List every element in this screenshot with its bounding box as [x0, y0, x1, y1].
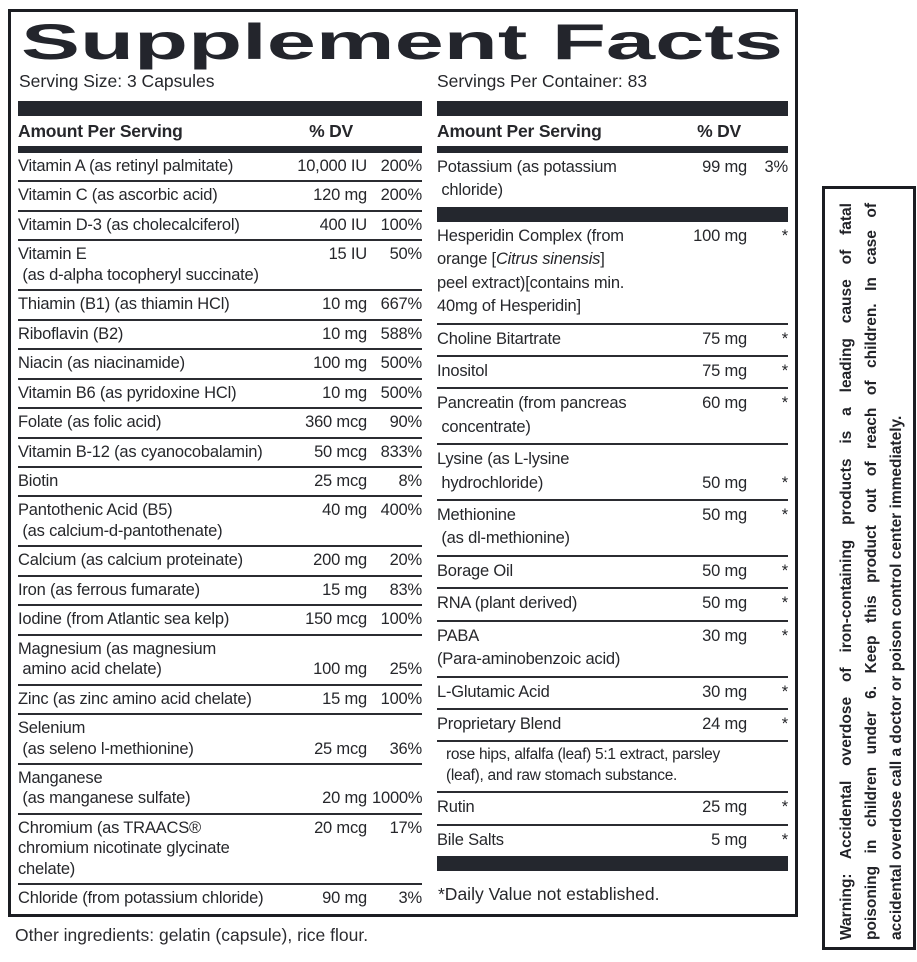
nutrient-daily-value: *	[781, 682, 788, 701]
nutrient-row	[18, 180, 422, 209]
nutrient-label: Chromium (as TRAACS® chromium nicotinate glycinate chelate)	[18, 818, 230, 878]
nutrient-amount: 50 mcg	[314, 442, 367, 461]
nutrient-label: Vitamin B-12 (as cyanocobalamin)	[18, 442, 263, 461]
nutrient-label: Riboflavin (B2)	[18, 324, 124, 343]
nutrient-column-left	[18, 101, 422, 913]
iron-warning-box	[822, 186, 916, 950]
nutrient-row	[437, 587, 788, 619]
nutrient-daily-value: *	[781, 329, 788, 348]
nutrient-label: Bile Salts	[437, 830, 504, 849]
nutrient-daily-value: *	[781, 361, 788, 380]
nutrient-label: Potassium (as potassium chloride)	[437, 158, 617, 200]
nutrient-amount: 100 mg	[313, 660, 367, 679]
panel-title-wrap	[19, 16, 791, 70]
nutrient-row	[437, 499, 788, 555]
nutrient-row	[437, 323, 788, 355]
nutrient-label: Magnesium (as magnesium amino acid chelate)	[18, 639, 217, 679]
nutrient-label: Zinc (as zinc amino acid chelate)	[18, 689, 252, 708]
nutrient-row	[18, 684, 422, 713]
daily-value-footnote: *Daily Value not established.	[438, 884, 660, 905]
column-header	[18, 116, 422, 146]
nutrient-label: Borage Oil	[437, 561, 513, 580]
nutrient-amount: 30 mg	[702, 682, 747, 701]
nutrient-row	[437, 443, 788, 499]
amount-per-serving-header: Amount Per Serving	[437, 121, 602, 141]
nutrient-column-right	[437, 101, 788, 913]
nutrient-daily-value: 50%	[389, 245, 422, 264]
nutrient-amount: 75 mg	[702, 361, 747, 380]
nutrient-label: Vitamin B6 (as pyridoxine HCl)	[18, 383, 237, 402]
nutrient-amount: 25 mg	[702, 798, 747, 817]
nutrient-row	[18, 634, 422, 684]
nutrient-amount: 10,000 IU	[297, 157, 367, 175]
nutrient-amount: 5 mg	[711, 830, 747, 849]
nutrient-label: rose hips, alfalfa (leaf) 5:1 extract, parsley (leaf), and raw stomach substance.	[446, 746, 720, 785]
iron-warning-text	[834, 203, 914, 940]
nutrient-row	[437, 708, 788, 740]
nutrient-row	[18, 210, 422, 239]
nutrient-daily-value: 200%	[380, 157, 422, 175]
nutrient-label: Inositol	[437, 361, 488, 380]
nutrient-daily-value: *	[781, 561, 788, 580]
nutrient-row	[18, 378, 422, 407]
nutrient-amount: 24 mg	[702, 715, 747, 734]
nutrient-row	[18, 575, 422, 604]
nutrient-amount: 25 mcg	[314, 471, 367, 490]
header-underline-bar	[18, 146, 422, 153]
nutrient-amount: 75 mg	[702, 329, 747, 348]
nutrient-row	[18, 407, 422, 436]
nutrient-row	[437, 153, 788, 207]
nutrient-row	[437, 555, 788, 587]
nutrient-amount: 10 mg	[322, 324, 367, 343]
nutrient-label: Vitamin E (as d-alpha tocopheryl succinate)	[18, 245, 259, 284]
nutrient-label: Iron (as ferrous fumarate)	[18, 580, 200, 599]
nutrient-daily-value: 36%	[389, 739, 422, 758]
serving-size: Serving Size: 3 Capsules	[19, 71, 215, 91]
nutrient-daily-value: 20%	[389, 551, 422, 570]
nutrient-label: Lysine (as L-lysine hydrochloride)	[437, 450, 570, 492]
nutrient-daily-value: *	[781, 715, 788, 734]
nutrient-columns	[18, 101, 788, 913]
nutrient-daily-value: 100%	[380, 215, 422, 234]
nutrient-row	[437, 355, 788, 387]
nutrient-daily-value: *	[781, 798, 788, 817]
nutrient-daily-value: *	[781, 394, 788, 413]
supplement-facts-panel	[8, 9, 798, 917]
nutrient-daily-value: 500%	[380, 354, 422, 373]
nutrient-label: Niacin (as niacinamide)	[18, 354, 185, 373]
nutrient-amount: 120 mg	[313, 186, 367, 205]
nutrient-row	[437, 222, 788, 323]
nutrient-row	[18, 239, 422, 289]
nutrient-daily-value: *	[781, 830, 788, 849]
nutrient-label: Hesperidin Complex (from orange [Citrus sinensis] peel extract)[contains min. 40mg of Hesperidin]	[437, 226, 625, 316]
nutrient-row	[18, 348, 422, 377]
nutrient-label: Methionine (as dl-methionine)	[437, 506, 570, 548]
section-divider-bar	[437, 207, 788, 222]
nutrient-amount: 40 mg	[322, 501, 367, 520]
nutrient-label: Vitamin D-3 (as cholecalciferol)	[18, 215, 240, 234]
nutrient-label: Manganese (as manganese sulfate)	[18, 768, 191, 808]
nutrient-label: Calcium (as calcium proteinate)	[18, 551, 243, 570]
nutrient-label: Proprietary Blend	[437, 715, 562, 734]
header-underline-bar	[437, 146, 788, 153]
section-top-bar	[18, 101, 422, 116]
nutrient-amount: 100 mg	[693, 226, 747, 245]
nutrient-row	[437, 791, 788, 823]
nutrient-row	[437, 824, 788, 856]
section-top-bar	[437, 101, 788, 116]
nutrient-label: RNA (plant derived)	[437, 594, 578, 613]
nutrient-amount: 15 mg	[322, 689, 367, 708]
nutrient-daily-value: *	[781, 226, 788, 245]
nutrient-row	[18, 437, 422, 466]
nutrient-amount: 60 mg	[702, 394, 747, 413]
nutrient-daily-value: 833%	[380, 442, 422, 461]
nutrient-amount: 400 IU	[319, 215, 367, 234]
nutrient-daily-value: 17%	[389, 818, 422, 837]
nutrient-label: Thiamin (B1) (as thiamin HCl)	[18, 295, 230, 314]
nutrient-daily-value: *	[781, 506, 788, 525]
nutrient-row	[18, 604, 422, 633]
nutrient-daily-value: 83%	[389, 580, 422, 599]
nutrient-row	[18, 289, 422, 318]
nutrient-daily-value: *	[781, 594, 788, 613]
nutrient-amount: 360 mcg	[305, 413, 367, 432]
nutrient-row	[18, 763, 422, 813]
nutrient-amount: 15 IU	[328, 245, 367, 264]
nutrient-amount: 200 mg	[313, 551, 367, 570]
warning-line: accidental overdose call a doctor or poison control center immediately.	[888, 415, 906, 940]
nutrient-row	[18, 495, 422, 545]
nutrient-amount: 15 mg	[322, 580, 367, 599]
nutrient-row	[18, 319, 422, 348]
nutrient-rows-left	[18, 153, 422, 913]
nutrient-row	[18, 153, 422, 180]
amount-per-serving-header: Amount Per Serving	[18, 121, 183, 141]
nutrient-row	[18, 813, 422, 883]
nutrient-label: Pancreatin (from pancreas concentrate)	[437, 394, 627, 436]
nutrient-daily-value: 3%	[764, 158, 788, 176]
nutrient-amount: 10 mg	[322, 295, 367, 314]
nutrient-label: PABA (Para-aminobenzoic acid)	[437, 626, 621, 669]
panel-title: Supplement Facts	[21, 16, 783, 70]
nutrient-daily-value: 3%	[398, 889, 422, 908]
nutrient-label: L-Glutamic Acid	[437, 682, 550, 701]
nutrient-daily-value: *	[781, 473, 788, 492]
nutrient-label: Vitamin A (as retinyl palmitate)	[18, 157, 234, 175]
nutrient-label: Iodine (from Atlantic sea kelp)	[18, 610, 230, 629]
nutrient-daily-value: 100%	[380, 689, 422, 708]
nutrient-daily-value: 667%	[380, 295, 422, 314]
nutrient-row	[18, 545, 422, 574]
nutrient-amount: 50 mg	[702, 506, 747, 525]
nutrient-label: Chloride (from potassium chloride)	[18, 889, 264, 908]
nutrient-daily-value: *	[781, 626, 788, 645]
nutrient-label: Folate (as folic acid)	[18, 413, 162, 432]
nutrient-row	[18, 713, 422, 763]
nutrient-row	[437, 387, 788, 443]
warning-line: poisoning in children under 6. Keep this product out of reach of children. In case of	[863, 203, 881, 940]
nutrient-label: Choline Bitartrate	[437, 329, 561, 348]
nutrient-amount: 20 mcg	[314, 818, 367, 837]
nutrient-row	[18, 466, 422, 495]
nutrient-label: Rutin	[437, 798, 475, 817]
nutrient-daily-value: 500%	[380, 383, 422, 402]
nutrient-label: Biotin	[18, 471, 59, 490]
nutrient-amount: 50 mg	[702, 473, 747, 492]
nutrient-daily-value: 588%	[380, 324, 422, 343]
nutrient-daily-value: 100%	[380, 610, 422, 629]
serving-info-row	[19, 71, 788, 95]
nutrient-daily-value: 8%	[398, 471, 422, 490]
nutrient-amount: 30 mg	[702, 626, 747, 645]
warning-line: Warning: Accidental overdose of iron-containing products is a leading cause of fatal	[838, 203, 855, 940]
column-header	[437, 116, 788, 146]
section-divider-bar	[437, 856, 788, 871]
nutrient-daily-value: 90%	[389, 413, 422, 432]
nutrient-daily-value: 1000%	[372, 789, 423, 808]
nutrient-amount: 20 mg	[322, 789, 367, 808]
nutrient-row	[437, 620, 788, 676]
other-ingredients: Other ingredients: gelatin (capsule), rice flour.	[15, 925, 369, 945]
nutrient-label: Selenium (as seleno l-methionine)	[18, 719, 194, 758]
nutrient-amount: 90 mg	[322, 889, 367, 908]
nutrient-amount: 100 mg	[313, 354, 367, 373]
nutrient-label: Vitamin C (as ascorbic acid)	[18, 186, 218, 205]
nutrient-row	[437, 676, 788, 708]
nutrient-row	[18, 883, 422, 912]
nutrient-amount: 10 mg	[322, 383, 367, 402]
nutrient-daily-value: 200%	[380, 186, 422, 205]
blend-ingredients-note	[437, 740, 788, 791]
nutrient-daily-value: 25%	[389, 660, 422, 679]
nutrient-amount: 50 mg	[702, 594, 747, 613]
percent-dv-header: % DV	[309, 121, 353, 141]
percent-dv-header: % DV	[697, 121, 741, 141]
nutrient-amount: 50 mg	[702, 561, 747, 580]
nutrient-daily-value: 400%	[380, 501, 422, 520]
nutrient-rows-right	[437, 153, 788, 871]
nutrient-amount: 99 mg	[702, 158, 747, 176]
nutrient-amount: 25 mcg	[314, 739, 367, 758]
nutrient-amount: 150 mcg	[305, 610, 367, 629]
nutrient-label: Pantothenic Acid (B5) (as calcium-d-pantothenate)	[18, 501, 223, 540]
servings-per-container: Servings Per Container: 83	[437, 71, 648, 91]
